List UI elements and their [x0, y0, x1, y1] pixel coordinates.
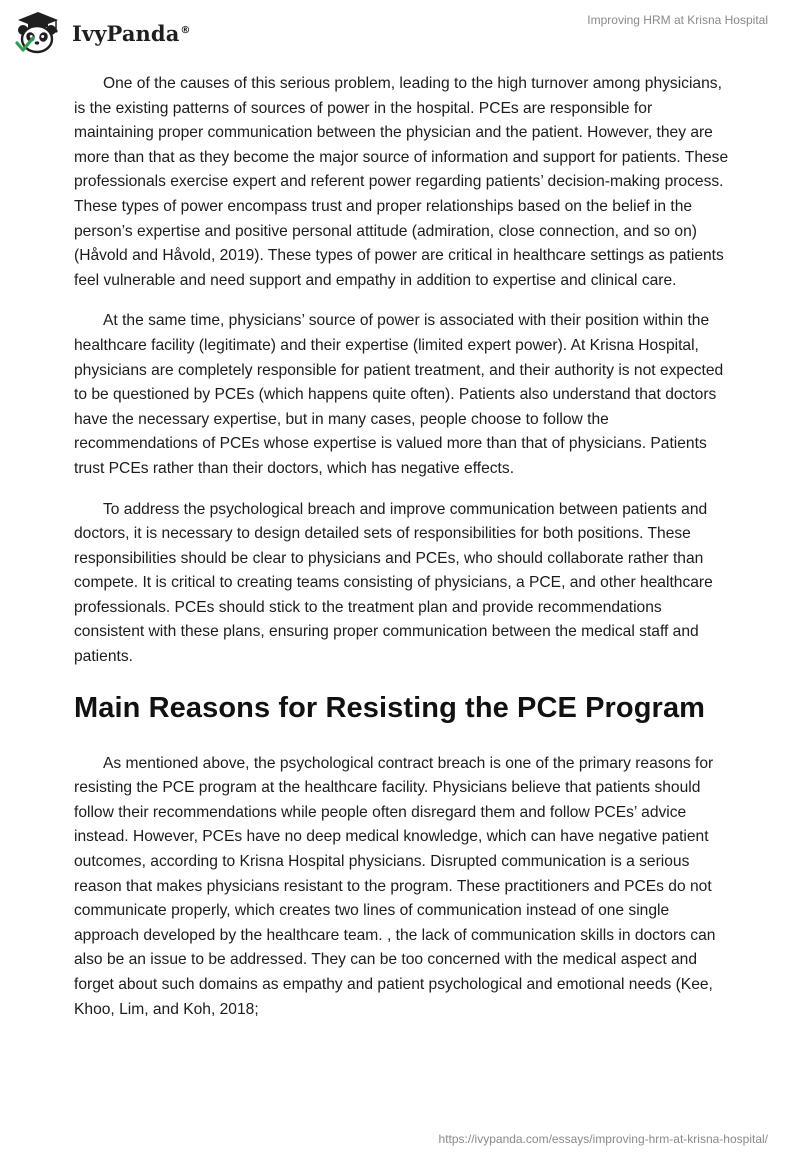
registered-mark: ®: [180, 24, 191, 36]
source-url[interactable]: https://ivypanda.com/essays/improving-hrm-at-krisna-hospital/: [438, 1132, 768, 1146]
essay-content: [74, 72, 734, 1038]
paragraph-physician-power: At the same time, physicians’ source of power is associated with their position within the healthcare facility (legitimate) and their expertise (limited expert power). At Krisna Hospital, physicians are completely responsible for patient treatment, and their authority is not expected to be questioned by PCEs (which happens quite often). Patients also understand that doctors have the necessary expertise, but in many cases, people choose to follow the recommendations of PCEs whose expertise is valued more than that of physicians. Patients trust PCEs rather than their doctors, which has negative effects.: [74, 312, 724, 477]
brand-logo[interactable]: [14, 10, 191, 54]
document-title: Improving HRM at Krisna Hospital: [587, 13, 768, 27]
page-header: [0, 0, 800, 60]
section-heading: Main Reasons for Resisting the PCE Program: [74, 691, 706, 724]
paragraph-power-sources: One of the causes of this serious problem, leading to the high turnover among physicians, is the existing patterns of sources of power in the hospital. PCEs are responsible for maintaining proper communication between the physician and the patient. However, they are more than that as they become the major source of information and support for patients. These professionals exercise expert and referent power regarding patients’ decision-making process. These types of power encompass trust and proper relationships based on the belief in the person’s expertise and positive personal attitude (admiration, close connection, and so on) (Håvold and Håvold, 2019). These types of power are critical in healthcare settings as patients feel vulnerable and need support and empathy in addition to expertise and clinical care.: [74, 75, 729, 289]
panda-graduation-cap-logo-icon: [14, 10, 66, 54]
paragraph-responsibilities: To address the psychological breach and improve communication between patients and doctors, it is necessary to design detailed sets of responsibilities for both positions. These responsibilities should be clear to physicians and PCEs, who should collaborate rather than compete. It is critical to creating teams consisting of physicians, a PCE, and other healthcare professionals. PCEs should stick to the treatment plan and provide recommendations consistent with these plans, ensuring proper communication between the medical staff and patients.: [74, 500, 713, 666]
paragraph-resistance-reasons: As mentioned above, the psychological contract breach is one of the primary reasons for resisting the PCE program at the healthcare facility. Physicians believe that patients should follow their recommendations while people often disregard them and follow PCEs’ advice instead. However, PCEs have no deep medical knowledge, which can have negative patient outcomes, according to Krisna Hospital physicians. Disrupted communication is a serious reason that makes physicians resistant to the program. These practitioners and PCEs do not communicate properly, which creates two lines of communication instead of one single approach developed by the healthcare team. , the lack of communication skills in doctors can also be an issue to be addressed. They can be too concerned with the medical aspect and forget about such domains as empathy and patient psychological and emotional needs (Kee, Khoo, Lim, and Koh, 2018;: [74, 754, 716, 1018]
brand-name: IvyPanda®: [72, 20, 191, 46]
